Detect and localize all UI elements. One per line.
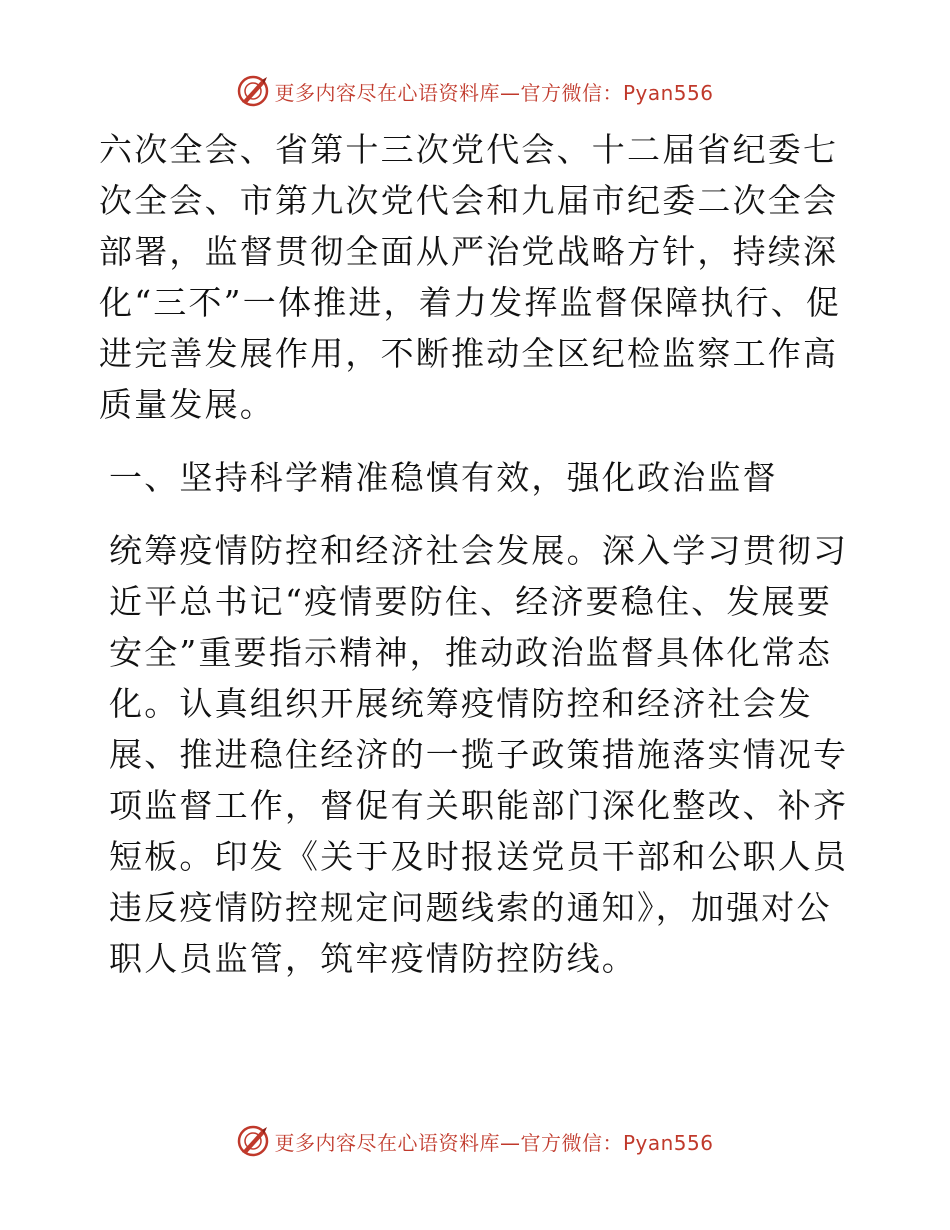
watermark-header bbox=[0, 71, 950, 111]
quill-logo-icon bbox=[236, 1124, 270, 1158]
document-body bbox=[99, 124, 859, 984]
section-heading: 一、坚持科学精准稳慎有效，强化政治监督 bbox=[109, 458, 778, 497]
paragraph-intro: 六次全会、省第十三次党代会、十二届省纪委七次全会、市第九次党代会和九届市纪委二次全会部署，监督贯彻全面从严治党战略方针，持续深化“三不”一体推进，着力发挥监督保障执行、促进完善发展作用，不断推动全区纪检监察工作高质量发展。 bbox=[99, 130, 842, 424]
watermark-text: 更多内容尽在心语资料库—官方微信：Pyan556 bbox=[274, 1130, 714, 1155]
watermark-text: 更多内容尽在心语资料库—官方微信：Pyan556 bbox=[274, 80, 714, 105]
quill-logo-icon bbox=[236, 74, 270, 108]
paragraph-body: 统筹疫情防控和经济社会发展。深入学习贯彻习近平总书记“疫情要防住、经济要稳住、发展要安全”重要指示精神，推动政治监督具体化常态化。认真组织开展统筹疫情防控和经济社会发展、推进稳住经济的一揽子政策措施落实情况专项监督工作，督促有关职能部门深化整改、补齐短板。印发《关于及时报送党员干部和公职人员违反疫情防控规定问题线索的通知》，加强对公职人员监管，筑牢疫情防控防线。 bbox=[109, 531, 849, 978]
watermark-footer bbox=[0, 1121, 950, 1161]
